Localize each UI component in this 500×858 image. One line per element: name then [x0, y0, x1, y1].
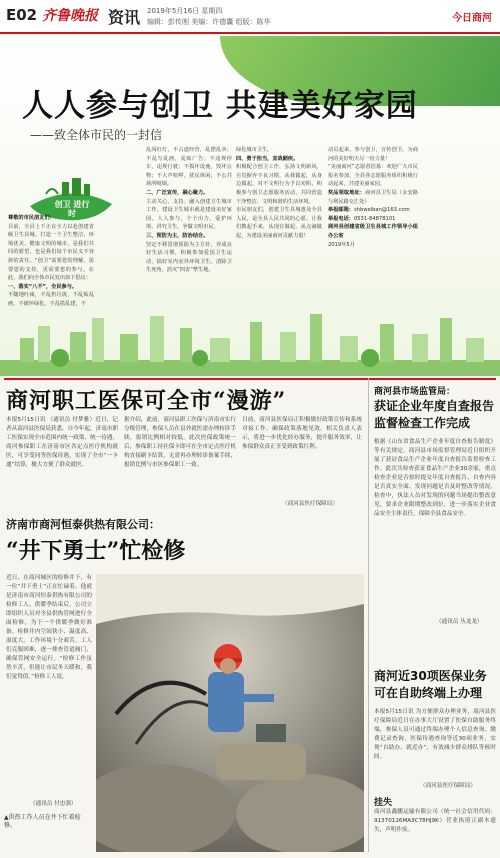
letter-closing: 市民朋友们，创建卫生县城惠及全县人民，是全县人民共同的心愿。让我们携起手来，从现在做起，从点滴做起，为建设美丽商河贡献力量！: [236, 207, 322, 239]
letter-point-4: 四、勇于担当，宣战陋疾。: [236, 155, 299, 162]
article-1-column-1: 本报5月15日讯 （通讯员 付梦雅）近日，记者从商河县医保局获悉，自今年起，济南市职工医保实现全市范围内统一政策、统一待遇，商河参保职工在济南市区各定点医疗机构就医，可享受同等医保待遇，实现了全市“一卡通”结算，极大方便了群众就医。: [6, 417, 118, 468]
section-divider: [4, 378, 496, 380]
city-skyline-illustration: [0, 308, 500, 376]
report-email-label: 举报邮箱：: [328, 207, 354, 214]
letter-body-continued: 乱闯红灯，不占道经营，乱摆乱卖；不乱写乱画，乱贴广告；不违规停车，违规行驶；不损坏设施，毁坏公物；不大声喧哗，扰民休闲；不公共场所吸烟。: [146, 147, 232, 188]
report-email: shbweiban@163.com: [353, 207, 410, 214]
article-2-subhead: 济南市商河恒泰供热有限公司：: [6, 518, 160, 531]
medical-insurance-body: 本报5月15日讯 为方便群众办理业务，商河县医疗保障局近日在办事大厅设置了医保自助服务终端，参保人员可通过终端办理个人信息查询、缴费记录查询、医保待遇查询等近30项业务，实现“自助办、就近办”，有效减少群众排队等候时间。: [374, 709, 496, 760]
medical-insurance-headline: 商河近30项医保业务可在自助终端上办理: [374, 669, 487, 700]
right-article-byline: （通讯员 丛龙龙）: [436, 619, 483, 625]
article-2-byline: （通讯员 付忠强）: [30, 801, 77, 807]
editor-credits: 编辑：彭传刚 美编：许德囊 组版：陈华: [147, 18, 271, 26]
article-2-headline: “井下勇士”忙检修: [6, 538, 186, 564]
article-1-column-2: 据介绍，此前，商河县职工医保与济南市实行分级管理，参保人员在县外就医需办理转诊手续，报销比例相对较低。此次医保政策统一后，参保职工持社保卡即可在全市定点医疗机构直接刷卡结算，无需再办理转诊备案手续，报销比例与市区参保职工一致。: [124, 417, 236, 468]
article-1-byline: （商河县医疗保障局）: [282, 501, 338, 507]
section-name: 资讯: [108, 8, 141, 27]
lost-notice-title: 挂失: [374, 798, 393, 808]
volunteer-notice: “美丽商河”志愿者招募：欢迎广大市民报名参加，全县各志愿服务组织积极行动起来，共建美丽家园。: [328, 164, 418, 188]
letter-point-1-body: 不随地吐痰，不乱扔垃圾，不乱贴乱画，不破坏绿化，不乱搭乱建，不: [8, 292, 94, 307]
article-1-column-3: 目前，商河县医保局正积极做好政策宣传和系统对接工作，确保政策落地见效。相关负责人表示，将进一步优化经办服务，提升服务效率，让参保群众真正享受到政策红利。: [242, 417, 362, 450]
prize-address-label: 奖品领取地址：: [328, 189, 366, 196]
feature-headline: 人人参与创卫 共建美好家园: [22, 88, 418, 124]
lost-notice-body: 商河县鑫鹏运输有限公司（统一社会信用代码：91370126MA3C78HJ9K）营业执照正副本遗失，声明作废。: [374, 809, 496, 833]
letter-point-3: 三、预防为主，防治结合。: [146, 232, 209, 239]
issue-date: 2019年5月16日 星期四: [147, 7, 223, 15]
campaign-logo-text: 创卫 进行时: [54, 200, 90, 218]
prize-address: 商河县卫生局（永安路与利民路交汇处）: [328, 189, 418, 205]
letter-column-4: [328, 146, 418, 310]
section-brand: 今日商河: [452, 13, 492, 24]
letter-point-3-end: 绿化城市卫生。: [236, 147, 273, 153]
letter-point-2-body: 主动关心、支持、融入创建卫生城市工作，建设卫生城市就是建设美好家园。人人参与，个个出力，爱护环境，讲究卫生，争做文明市民。: [146, 198, 232, 231]
letter-column-1: [8, 214, 94, 310]
letter-point-1: 一、落实“八不”，全民参与。: [8, 283, 78, 290]
article-2-body: 近日，在商河城区的检修井下，有一位“井下勇士”正在忙碌着。他就是济南市商河恒泰供热有限公司的检修工人。供暖季结束后，公司立即组织人员对全县供热管网进行全面检修，为下一个供暖季做好准备。检修井内空间狭小、温度高、湿度大，工作环境十分艰苦。工人们克服困难，逐一排查管道阀门，确保管网安全运行。“检修工作虽然辛苦，但能让市民冬天暖和，我们觉得值。”检修工人说。: [6, 575, 92, 680]
issuing-office: 商河县创建省级卫生县城工作领导小组办公室: [328, 224, 418, 239]
letter-point-2: 二、广泛宣传，凝心聚力。: [146, 189, 209, 196]
letter-date: 2019年5月: [328, 241, 355, 248]
letter-column-3: [236, 146, 322, 310]
right-article-headline: 获证企业年度自查报告监督检查工作完成: [374, 399, 495, 430]
letter-column-2: [146, 146, 232, 310]
letter-body: 目前，全县上下正在全力以赴创建省级卫生县城。打造一个卫生整洁、环境优美、健康文明的城市，是我们共同的愿望，也是我们每个市民义不容辞的责任。“创卫”需要您的理解，需要您的支持，更需要您的参与。在此，我们向全体市民发出如下倡议：: [8, 223, 94, 282]
report-phone-label: 举报电话：: [328, 215, 354, 222]
worker-photo: [96, 574, 364, 852]
article-1-headline: 商河职工医保可全市“漫游”: [6, 388, 287, 414]
right-article-body: 根据《山东省食品生产企业年度自查报告制度》等有关规定，商河县市场监督管理局近日组织开展了获证食品生产企业年度自查报告监督检查工作。此次共检查获证食品生产企业30余家，重点检查企业是否按时提交年度自查报告、自查内容是否真实全面、发现问题是否及时整改等情况。检查中，执法人员对发现的问题当场提出整改意见，要求企业限期整改到位，进一步落实企业食品安全主体责任，保障全县食品安全。: [374, 439, 496, 517]
letter-point-3-body: 坚定不移贯彻预防为主方针，养成良好生活习惯，积极参加爱国卫生运动，搞好室内室外环境卫生，清除卫生死角，消灭“四害”孳生地。: [146, 241, 232, 274]
page-number: E02: [6, 6, 38, 24]
letter-point-4-body: 积极配合创卫工作，弘扬文明新风，自觉摒弃不良习惯，从我做起，从身边做起，对不文明行为予以劝阻，积极参与创卫志愿服务活动，共同营造干净整洁、文明和谐的生活环境。: [236, 164, 322, 205]
worker-in-manhole-image: [96, 574, 364, 852]
column-divider: [368, 378, 369, 852]
report-phone: 0531-84878101: [353, 215, 396, 222]
page-header: [0, 0, 500, 34]
letter-call-to-action: 动员起来，参与创卫，宣传创卫，为商河的美好明天尽一份力量！: [328, 147, 418, 162]
masthead-logo: 齐鲁晚报: [42, 8, 98, 24]
photo-caption: ▲供热工作人员在井下忙着检修。: [4, 814, 81, 829]
medical-insurance-byline: （商河县医疗保障局）: [420, 783, 476, 789]
right-article-subhead: 商河县市场监管局：: [374, 387, 456, 397]
letter-greeting: 尊敬的市民朋友们：: [8, 215, 55, 221]
feature-letter: [0, 36, 500, 376]
feature-subhead: ——致全体市民的一封信: [30, 128, 163, 142]
